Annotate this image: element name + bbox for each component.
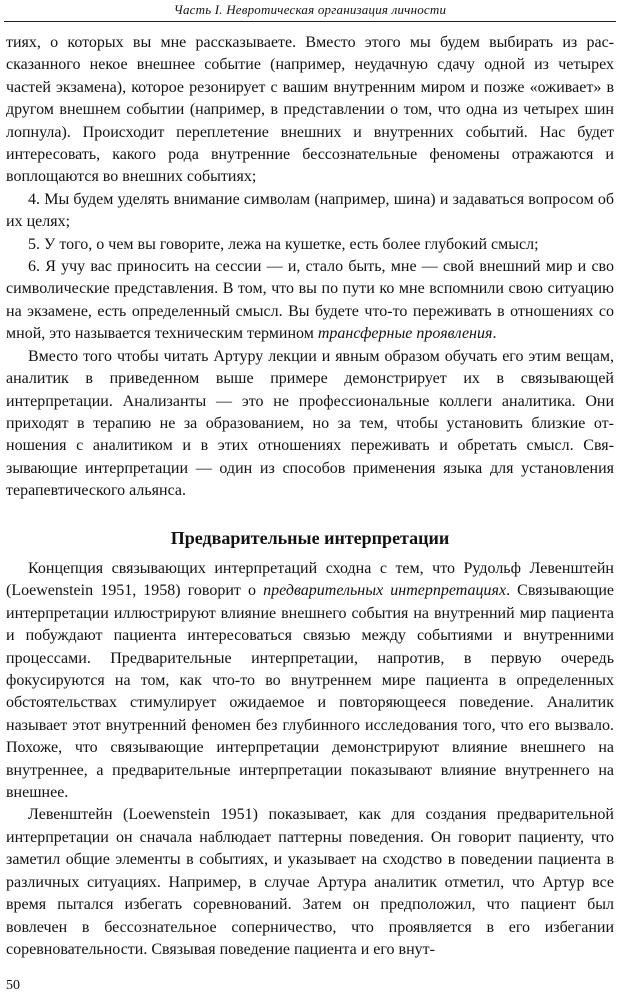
running-header-title: Часть I. Невротическая организация личности bbox=[173, 2, 447, 17]
paragraph-continued: тиях, о которых вы мне рассказываете. Вместо этого мы будем выбирать из рассказанного некое внешнее событие (например, неудачную сдачу одной из четырех частей экзамена), которое резонирует с вашим внутренним миром и позже «оживает» в другом внешнем событии (например, в представлении о том, что одна из четырех шин лопнула). Происходит переплетение внешних и внутренних событий. Нас будет интересовать, какого рода внутренние бессознательные феномены отражаются и воплощаются во внешних событиях; bbox=[6, 34, 614, 186]
section-paragraph-1-start: Концепция связывающих интерпретаций сходна с тем, что Рудольф Левенштейн (Loewenstein 1951, 1958) говорит о bbox=[6, 560, 614, 600]
section-body bbox=[6, 558, 614, 961]
italic-term-2: предварительных интерпретациях bbox=[263, 582, 507, 600]
section-paragraph-1-rest: . Связывающие интерпретации иллюстрируют влияние внешнего события на внутренний мир пациента и побуждают пациента интересоваться связью между событиями и внутренними процессами. Предварительные интерпретации, напротив, в первую очередь фокусируются на том, как что-то во внутреннем мире пациента в определенных обстоятельствах стимулирует ожидаемое и повторяющееся поведение. Аналитик называет этот внутренний феномен без глубинного исследования того, что его вызвало. Похоже, что связывающие интерпретации демонстрируют влияние внешнего на внутреннее, а предварительные интерпретации показывают влияние внутреннего на внешнее. bbox=[6, 582, 615, 802]
list-item-4: 4. Мы будем уделять внимание символам (например, шина) и задаваться вопросом об их целях; bbox=[6, 190, 614, 231]
italic-term: трансферные проявления bbox=[317, 325, 493, 343]
list-item-6 bbox=[6, 256, 614, 346]
list-item-6-end: . bbox=[492, 325, 497, 343]
section-heading: Предварительные интерпретации bbox=[170, 528, 450, 548]
list-item-6-text: 6. Я учу вас приносить на сессии — и, стало быть, мне — свой внешний мир и сво символические представления. В том, что вы по пути ко мне вспомнили свою ситуацию на экзамене, есть определенный смысл. Вы будете что-то переживать в отношениях со мной, это называется техническим термином bbox=[6, 258, 614, 343]
section-paragraph-2: Левенштейн (Loewenstein 1951) показывает, как для создания предварительной интерпретации он сначала наблюдает паттерны поведения. Он говорит пациенту, что заметил общие элементы в событиях, и указывает на сходство в поведении пациента в различных ситуациях. Например, в случае Артура аналитик отметил, что Артур все время пытался избегать соревнований. Затем он предположил, что пациент был вовлечен в бессознательное соперничество, что проявляется в его избегании соревновательности. Связывая поведение пациента и его внут- bbox=[6, 806, 614, 958]
running-header bbox=[0, 0, 620, 22]
list-item-5: 5. У того, о чем вы говорите, лежа на кушетке, есть более глубокий смысл; bbox=[28, 235, 539, 253]
page-number: 50 bbox=[6, 978, 20, 993]
page-body bbox=[6, 32, 614, 503]
header-rule bbox=[4, 21, 616, 22]
section-paragraph-1 bbox=[6, 558, 614, 804]
paragraph-instead: Вместо того чтобы читать Артуру лекции и явным образом обучать его этим вещам, аналитик в приведенном выше примере демонстрирует их в связывающей интерпретации. Анализанты — это не профессиональные коллеги аналитика. Они приходят в терапию не за образованием, но за тем, чтобы установить близкие отношения с аналитиком и в этих отношениях переживать и обретать смысл. Связывающие интерпретации — один из способов применения языка для установления терапевтического альянса. bbox=[6, 347, 614, 500]
